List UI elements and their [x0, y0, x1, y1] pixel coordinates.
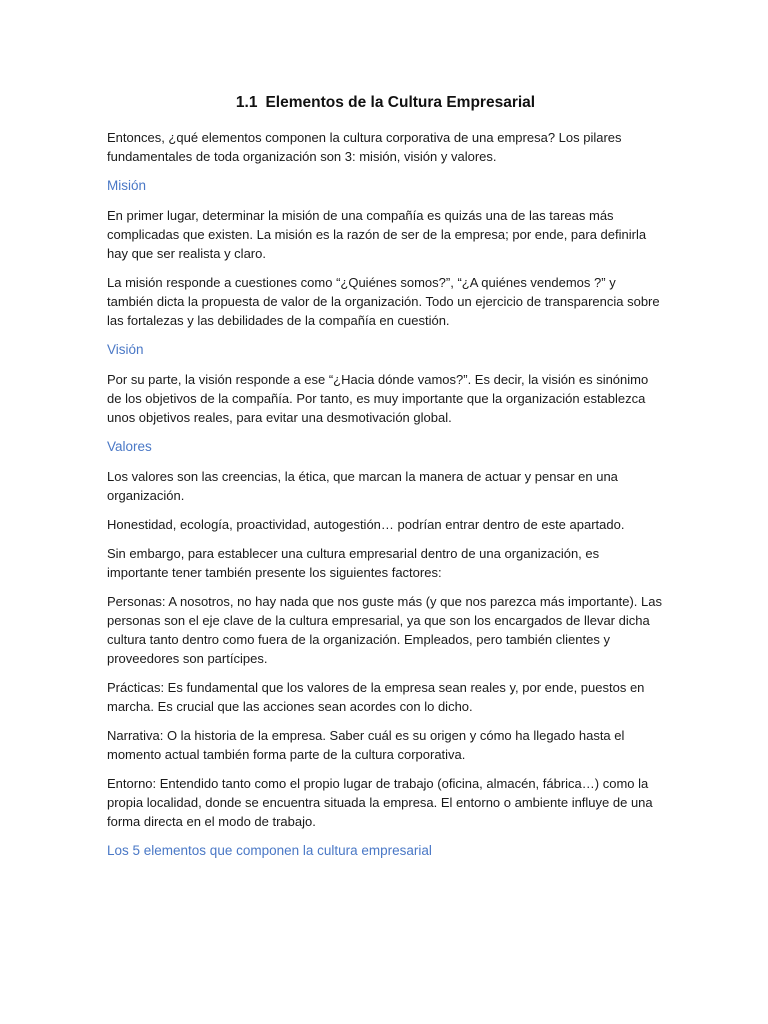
valores-paragraph-1: Los valores son las creencias, la ética, que marcan la manera de actuar y pensar en una organización.: [107, 469, 618, 503]
section-heading-five-elements: Los 5 elementos que componen la cultura empresarial: [107, 843, 432, 858]
intro-paragraph: Entonces, ¿qué elementos componen la cultura corporativa de una empresa? Los pilares fundamentales de toda organización son 3: misión, visión y valores.: [107, 130, 622, 164]
title-text: Elementos de la Cultura Empresarial: [265, 94, 536, 111]
mision-paragraph-2: La misión responde a cuestiones como “¿Quiénes somos?”, “¿A quiénes vendemos ?” y también dicta la propuesta de valor de la organización. Todo un ejercicio de transparencia sobre las fortalezas y las debilidades de la compañía en cuestión.: [107, 275, 660, 328]
valores-paragraph-2: Honestidad, ecología, proactividad, autogestión… podrían entrar dentro de este apartado.: [107, 517, 625, 532]
factor-practicas-paragraph: Prácticas: Es fundamental que los valores de la empresa sean reales y, por ende, puestos en marcha. Es crucial que las acciones sean acordes con lo dicho.: [107, 680, 645, 714]
factor-entorno-paragraph: Entorno: Entendido tanto como el propio lugar de trabajo (oficina, almacén, fábrica…) como la propia localidad, donde se encuentra situada la empresa. El entorno o ambiente influye de una forma directa en el modo de trabajo.: [107, 776, 653, 829]
title-number: 1.1: [235, 94, 258, 111]
factor-personas-paragraph: Personas: A nosotros, no hay nada que nos guste más (y que nos parezca más importante). Las personas son el eje clave de la cultura empresarial, ya que son los encargados de llevar dicha cultura tanto dentro como fuera de la organización. Empleados, pero también clientes y proveedores son partícipes.: [107, 594, 662, 666]
section-heading-mision: Misión: [107, 178, 147, 193]
section-heading-vision: Visión: [107, 342, 144, 357]
page-title: [107, 92, 664, 114]
valores-paragraph-3: Sin embargo, para establecer una cultura empresarial dentro de una organización, es importante tener también presente los siguientes factores:: [107, 546, 600, 580]
vision-paragraph-1: Por su parte, la visión responde a ese “¿Hacia dónde vamos?”. Es decir, la visión es sinónimo de los objetivos de la compañía. Por tanto, es muy importante que la organización establezca unos objetivos reales, para evitar una desmotivación global.: [107, 372, 649, 425]
section-heading-valores: Valores: [107, 439, 152, 454]
factor-narrativa-paragraph: Narrativa: O la historia de la empresa. Saber cuál es su origen y cómo ha llegado hasta el momento actual también forma parte de la cultura corporativa.: [107, 728, 625, 762]
mision-paragraph-1: En primer lugar, determinar la misión de una compañía es quizás una de las tareas más complicadas que existen. La misión es la razón de ser de la empresa; por ende, para definirla hay que ser realista y claro.: [107, 208, 647, 261]
